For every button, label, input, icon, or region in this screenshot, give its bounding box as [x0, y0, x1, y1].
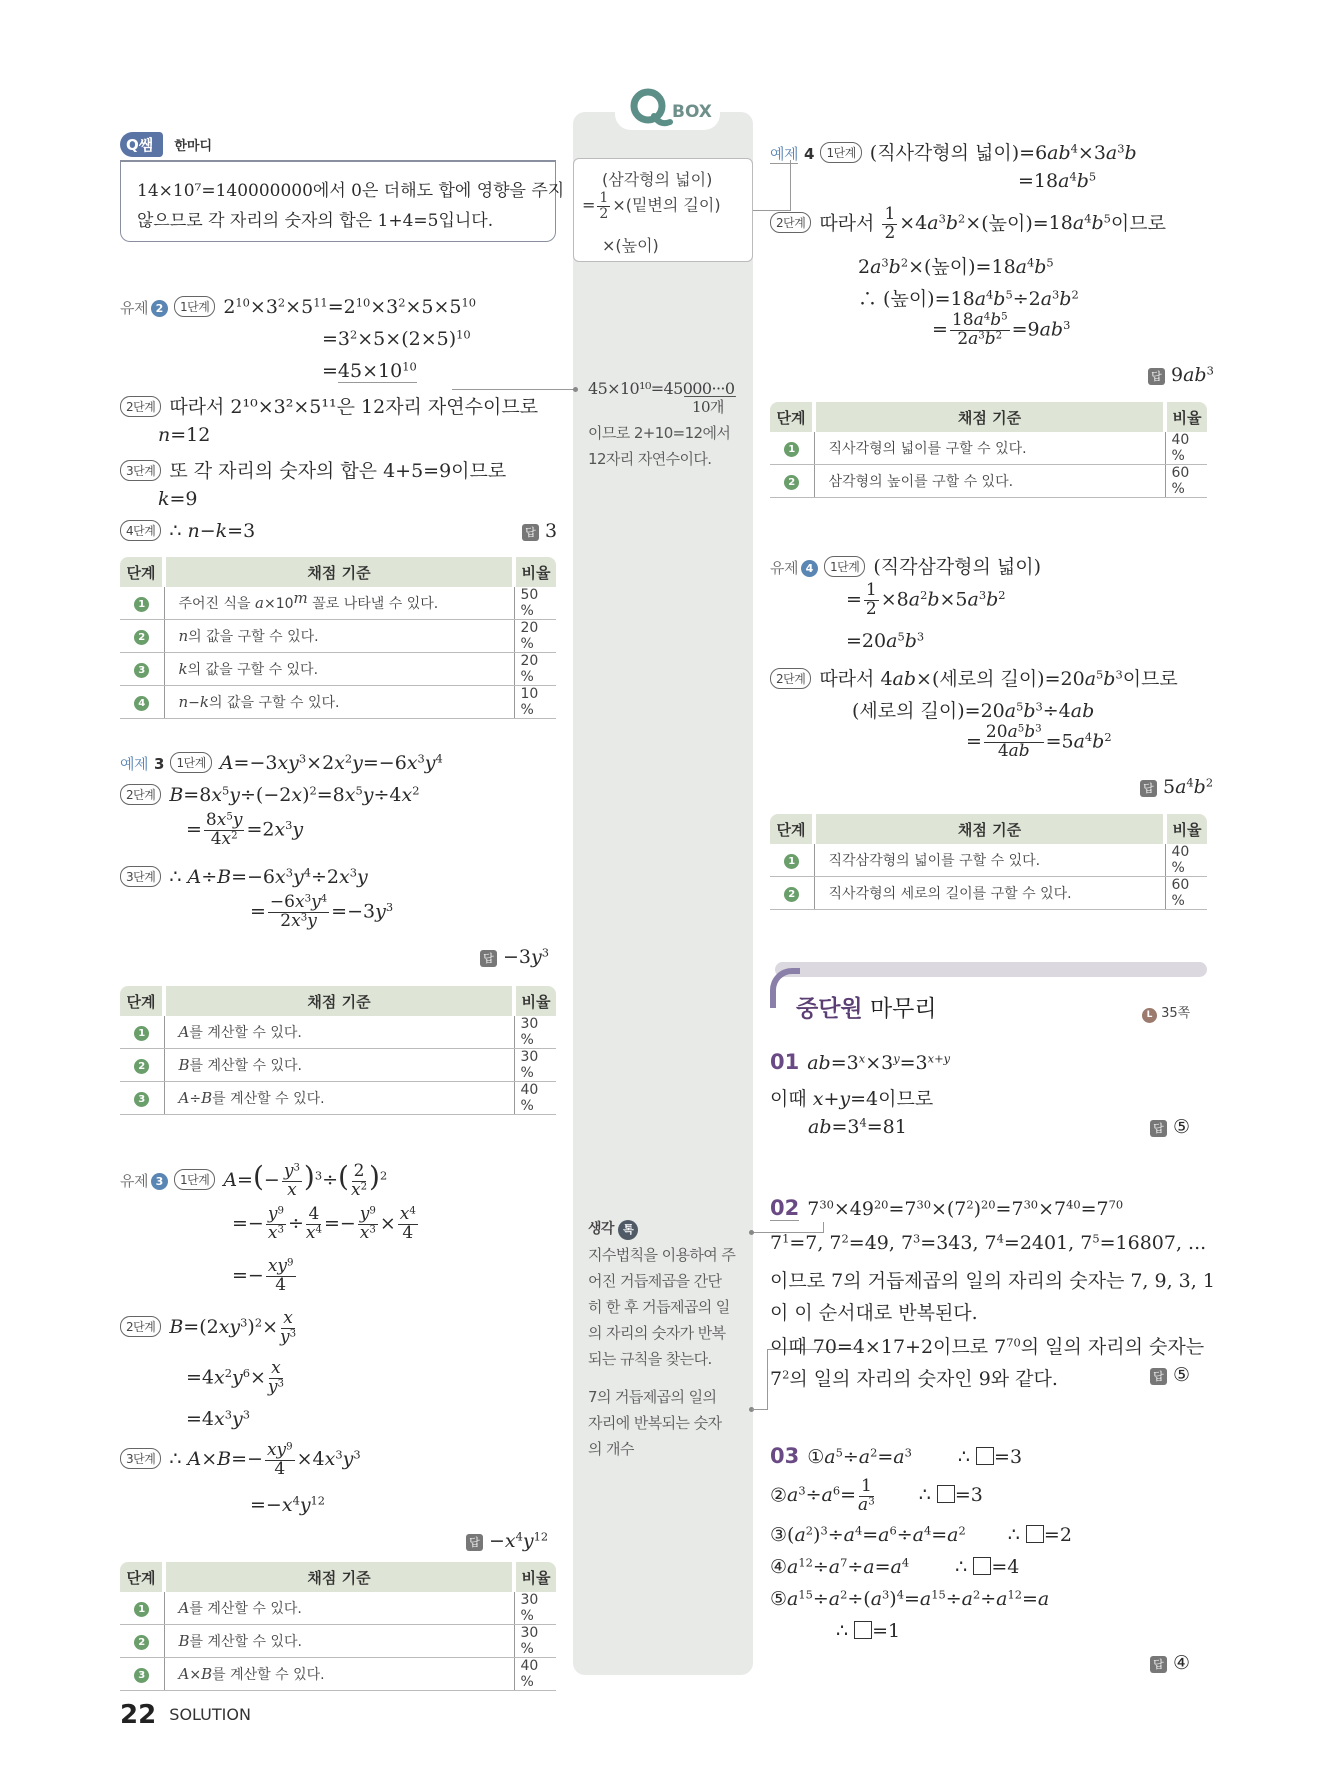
yuje2-answer: 답 3 — [522, 520, 557, 542]
grading-table-yuje2: 단계 채점 기준 비율 1 주어진 식을 $a\times 10^m$ 꼴로 나타낼 수 있다. 50 % 2 n의 값을 구할 수 있다. 20 % 3 k의 값을 구할 수 있다. 20 % 4 n−k의 값을 구할 수 있다. 10 % — [120, 557, 556, 719]
tip-line: 자리에 반복되는 숫자 — [588, 1414, 722, 1432]
tip-line: 히 한 후 거듭제곱의 일 — [588, 1298, 730, 1316]
yuje2-k: k=9 — [158, 488, 198, 510]
page-reference[interactable]: L 35쪽 — [1142, 1002, 1190, 1023]
tip-line: 되는 규칙을 찾는다. — [588, 1350, 712, 1368]
yeje3-step1: 예제 3 1단계 $A=-3xy^3\times 2x^2y=-6x^3y^4$ — [120, 751, 443, 774]
connector-line — [767, 1349, 768, 1409]
table-row: 4 n−k의 값을 구할 수 있다. 10 % — [120, 686, 556, 719]
answer-icon: 답 — [1148, 368, 1165, 385]
yuje3-line3: =− $\frac{xy^9}{4}$ — [232, 1256, 294, 1295]
q02-line5: 이때 70=4×17+2이므로 $7^{70}$의 일의 자리의 숫자는 — [770, 1335, 1205, 1358]
yuje3-step1: 유제 3 1단계 A=(− $\frac{y^3}{x}$ )$^3$÷( $\frac{2}{x^2}$ )$^2$ — [120, 1160, 388, 1200]
table-row: 2 삼각형의 높이를 구할 수 있다. 60 % — [770, 465, 1207, 498]
yuje2-line2: $=3^2\times 5\times(2\times 5)^{10}$ — [322, 327, 471, 350]
qbox-label: BOX — [672, 102, 712, 122]
qbox-logo — [628, 86, 720, 134]
tip-line: 지수법칙을 이용하여 주 — [588, 1246, 736, 1264]
qssaem-badge: Q쌤 — [120, 132, 163, 157]
table-row: 1 주어진 식을 $a\times 10^m$ 꼴로 나타낼 수 있다. 50 % — [120, 587, 556, 620]
qbox-line1: (삼각형의 넓이) — [602, 170, 713, 189]
connector-line — [752, 1409, 768, 1410]
q01-answer: 답 ⑤ — [1150, 1116, 1190, 1138]
yuje2-n: n=12 — [158, 424, 211, 446]
yuje3-step3: 3단계 ∴ A×B=− $\frac{xy^9}{4}$ $\times 4x^3y^3$ — [120, 1442, 361, 1479]
tip-badge-icon: 톡 — [618, 1220, 638, 1240]
yeje4-s1-result: $=18a^4b^5$ — [1018, 169, 1097, 192]
grading-table-yuje4: 단계 채점 기준 비율 1 직각삼각형의 넓이를 구할 수 있다. 40 % 2 직사각형의 세로의 길이를 구할 수 있다. 60 % — [770, 814, 1207, 910]
table-row: 1 직각삼각형의 넓이를 구할 수 있다. 40 % — [770, 844, 1207, 877]
section-title: 중단원 마무리 — [796, 996, 937, 1022]
table-row: 3 A÷B를 계산할 수 있다. 40 % — [120, 1082, 556, 1115]
yuje3-step2: 2단계 $B=(2xy^3)^2\times$ $\frac{x}{y^3}$ — [120, 1310, 298, 1347]
yeje3-step2: 2단계 $B=8x^5y\div(-2x)^2=8x^5y\div 4x^2$ — [120, 784, 419, 806]
connector-line — [452, 389, 576, 390]
q03-item3: $③(a^2)^3\div a^4=a^6\div a^4=a^2$ ∴ =2 — [770, 1523, 1072, 1546]
yuje4-line2: = $\frac{1}{2}$ $\times 8a^2b\times 5a^3b^2$ — [846, 580, 1006, 619]
q02-line1: 02 $7^{30}\times 49^{20}=7^{30}\times(7^2)^{20}=7^{30}\times 7^{40}=7^{70}$ — [770, 1196, 1124, 1220]
yeje3-step3: 3단계 ∴ $A\div B=-6x^3y^4\div 2x^3y$ — [120, 866, 368, 888]
q03-item5-result: ∴ =1 — [836, 1620, 901, 1642]
yuje3-answer: 답 $-x^4y^{12}$ — [466, 1530, 548, 1552]
yeje4-step1: 예제 4 1단계 (직사각형의 넓이)$=6ab^4\times 3a^3b$ — [770, 141, 1137, 164]
yuje4-answer: 답 $5a^4b^2$ — [1140, 776, 1213, 798]
connector-dot — [749, 1230, 754, 1235]
problem-number-icon: 4 — [801, 560, 818, 577]
yuje4-line6: = $\frac{20a^5b^3}{4ab}$ $=5a^4b^2$ — [966, 722, 1112, 761]
tip-line: 의 자리의 숫자가 반복 — [588, 1324, 726, 1342]
yuje4-step1: 유제 4 1단계 (직각삼각형의 넓이) — [770, 556, 1042, 578]
q01-line1: 01 $ab=3^x\times 3^y=3^{x+y}$ — [770, 1050, 951, 1074]
yuje3-line8: $=-x^4y^{12}$ — [250, 1493, 326, 1516]
q02-answer: 답 ⑤ — [1150, 1364, 1190, 1386]
q03-item1: 03 $①a^5\div a^2=a^3$ ∴ =3 — [770, 1444, 1023, 1468]
yuje3-line6: $=4x^3y^3$ — [186, 1407, 250, 1430]
table-row: 2 n의 값을 구할 수 있다. 20 % — [120, 620, 556, 653]
qssaem-line2: 않으므로 각 자리의 숫자의 합은 1+4=5입니다. — [137, 211, 494, 231]
table-row: 2 B를 계산할 수 있다. 30 % — [120, 1049, 556, 1082]
side-note-12-digits: 45×10¹⁰=45000···0 10개 이므로 2+10=12에서 12자리 자연수이다. — [588, 379, 735, 468]
yeje4-line4: ∴ (높이)$=18a^4b^5\div 2a^3b^2$ — [858, 287, 1079, 310]
yeje4-line5: = $\frac{18a^4b^5}{2a^3b^2}$ $=9ab^3$ — [932, 310, 1071, 349]
yeje4-answer: 답 $9ab^3$ — [1148, 364, 1214, 386]
problem-number-icon: 3 — [151, 1173, 168, 1190]
yeje4-line3: $2a^3b^2\times$(높이)$=18a^4b^5$ — [858, 255, 1054, 278]
q03-item4: $④a^{12}\div a^7\div a=a^4$ ∴ =4 — [770, 1555, 1020, 1578]
section-bar — [775, 962, 1207, 977]
q03-item2: $②a^3\div a^6=$ $\frac{1}{a^3}$ ∴ =3 — [770, 1476, 983, 1515]
qbox-line3: ×(높이) — [602, 236, 659, 255]
table-row: 2 B를 계산할 수 있다. 30 % — [120, 1625, 556, 1658]
yuje4-line3: $=20a^5b^3$ — [846, 629, 925, 652]
footer-label: SOLUTION — [169, 1705, 251, 1724]
yuje2-line1: 유제 2 1단계 $2^{10}\times 3^2\times 5^{11}=2^{10}\times 3^2\times 5\times 5^{10}$ — [120, 295, 476, 318]
answer-icon: 답 — [466, 1534, 483, 1551]
q02-line2: $7^1=7$, $7^2=49$, $7^3=343$, $7^4=2401$, $7^5=16807$, ... — [770, 1231, 1207, 1254]
side-note-thinking-tip — [588, 1216, 735, 1462]
tip-line: 의 개수 — [588, 1440, 634, 1458]
yuje2-step2: 2단계 따라서 2¹⁰×3²×5¹¹은 12자리 자연수이므로 — [120, 392, 538, 419]
page-number: 22 — [120, 1700, 157, 1730]
answer-icon: 답 — [1140, 780, 1157, 797]
answer-icon: 답 — [522, 524, 539, 541]
answer-icon: 답 — [1150, 1368, 1167, 1385]
blank-box-icon — [976, 1447, 994, 1465]
yuje3-line2: =− $\frac{y^9}{x^3}$ ÷ $\frac{4}{x^4}$ =− $\frac{y^9}{x^3}$ × $\frac{x^4}{4}$ — [232, 1204, 416, 1243]
connector-line — [823, 1222, 824, 1232]
qssaem-box — [120, 160, 565, 242]
blank-box-icon — [973, 1557, 991, 1575]
qbox-line2: = $\frac{1}{2}$ ×(밑변의 길이) — [582, 190, 721, 222]
connector-line — [790, 160, 791, 210]
yuje3-line5: $=4x^2y^6\times$ $\frac{x}{y^3}$ — [186, 1358, 284, 1397]
table-row: 1 직사각형의 넓이를 구할 수 있다. 40 % — [770, 432, 1207, 465]
qbox-formula-card — [573, 158, 753, 262]
table-row: 1 A를 계산할 수 있다. 30 % — [120, 1016, 556, 1049]
blank-box-icon — [1026, 1525, 1044, 1543]
table-row: 3 A×B를 계산할 수 있다. 40 % — [120, 1658, 556, 1691]
q02-line6: $7^2$의 일의 자리의 숫자인 9와 같다. — [770, 1367, 1058, 1390]
yeje3-step3-frac: = $\frac{-6x^3y^4}{2x^3y}$ $=-3y^3$ — [250, 892, 394, 931]
qssaem-title: 한마디 — [174, 139, 213, 154]
answer-icon: 답 — [1150, 1656, 1167, 1673]
q03-answer: 답 ④ — [1150, 1652, 1190, 1674]
grading-table-yeje3: 단계 채점 기준 비율 1 A를 계산할 수 있다. 30 % 2 B를 계산할 수 있다. 30 % 3 A÷B를 계산할 수 있다. 40 % — [120, 986, 556, 1115]
yuje2-step3: 3단계 또 각 자리의 숫자의 합은 4+5=9이므로 — [120, 456, 506, 483]
connector-dot — [573, 387, 578, 392]
qssaem-line1: 14×10⁷=140000000에서 0은 더해도 합에 영향을 주지 — [137, 181, 565, 201]
answer-icon: 답 — [480, 950, 497, 967]
blank-box-icon — [854, 1621, 872, 1639]
yeje4-step2: 2단계 따라서 $\frac{1}{2}$ $\times 4a^3b^2\times$(높이)$=18a^4b^5$이므로 — [770, 206, 1166, 243]
yuje4-step2: 2단계 따라서 4ab×(세로의 길이)$=20a^5b^3$이므로 — [770, 664, 1178, 691]
qssaem-header — [120, 132, 212, 157]
answer-icon: 답 — [1150, 1120, 1167, 1137]
table-row: 3 k의 값을 구할 수 있다. 20 % — [120, 653, 556, 686]
yuje2-step4: 4단계 ∴ n−k=3 — [120, 520, 255, 542]
yeje3-answer: 답 $-3y^3$ — [480, 946, 549, 968]
table-row: 1 A를 계산할 수 있다. 30 % — [120, 1592, 556, 1625]
q02-line3: 이므로 7의 거듭제곱의 일의 자리의 숫자는 7, 9, 3, 1 — [770, 1270, 1215, 1292]
problem-number-icon: 2 — [151, 300, 168, 317]
grading-table-yuje3: 단계 채점 기준 비율 1 A를 계산할 수 있다. 30 % 2 B를 계산할 수 있다. 30 % 3 A×B를 계산할 수 있다. 40 % — [120, 1562, 556, 1691]
q02-line4: 이 이 순서대로 반복된다. — [770, 1302, 978, 1324]
yeje3-step2-frac: = $\frac{8x^5y}{4x^2}$ $=2x^3y$ — [186, 810, 304, 849]
lesson-ref-icon: L — [1142, 1008, 1157, 1023]
yuje4-line5: (세로의 길이)$=20a^5b^3\div 4ab$ — [852, 699, 1095, 722]
grading-table-yeje4: 단계 채점 기준 비율 1 직사각형의 넓이를 구할 수 있다. 40 % 2 삼각형의 높이를 구할 수 있다. 60 % — [770, 402, 1207, 498]
tip-title: 생각 — [588, 1221, 614, 1237]
blank-box-icon — [937, 1485, 955, 1503]
yuje2-line3: $=45\times 10^{10}$ — [322, 359, 417, 382]
tip-line: 어진 거듭제곱을 간단 — [588, 1272, 722, 1290]
tip-line: 7의 거듭제곱의 일의 — [588, 1388, 717, 1406]
q03-item5: $⑤a^{15}\div a^2\div(a^3)^4=a^{15}\div a^2\div a^{12}=a$ — [770, 1587, 1050, 1610]
q01-line3: $ab=3^4=81$ — [808, 1115, 907, 1138]
page-footer — [120, 1700, 251, 1730]
q01-line2: 이때 x+y=4이므로 — [770, 1088, 934, 1110]
table-row: 2 직사각형의 세로의 길이를 구할 수 있다. 60 % — [770, 877, 1207, 910]
